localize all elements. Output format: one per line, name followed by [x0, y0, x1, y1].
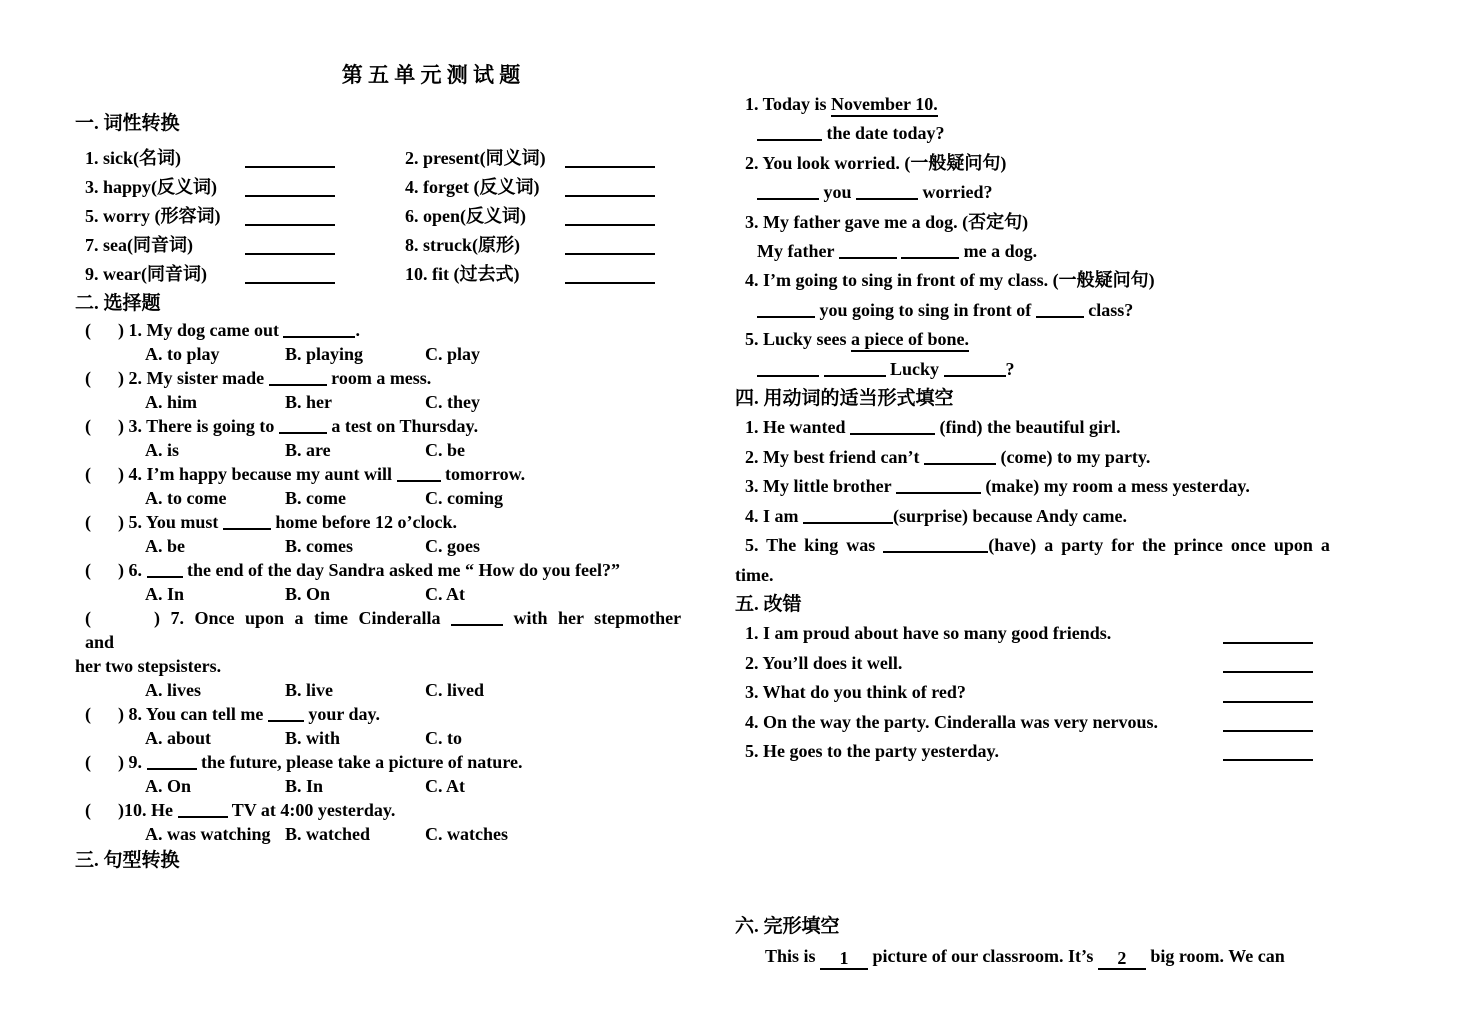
- answer-blank: [147, 754, 197, 770]
- section2-heading: 二. 选择题: [75, 293, 161, 314]
- answer-blank: [850, 419, 935, 435]
- answer-blank: [245, 181, 335, 197]
- answer-blank: [279, 418, 327, 434]
- wordform-item-2: [395, 144, 715, 173]
- transform-q4-answer: you going to sing in front of class?: [735, 296, 1441, 325]
- options-row: [75, 534, 715, 558]
- answer-blank: [924, 449, 996, 465]
- wordform-label: 6. open(反义词): [405, 206, 526, 226]
- options-row: [75, 822, 715, 846]
- correction-q3: 3. What do you think of red?: [735, 678, 1313, 707]
- option-a: A. lives: [145, 680, 201, 700]
- answer-bracket: ( )10.: [85, 800, 147, 820]
- answer-blank: [824, 361, 886, 377]
- right-column: [735, 90, 1441, 971]
- answer-bracket: ( ): [85, 416, 124, 436]
- question-stem-continued: her two stepsisters.: [75, 656, 222, 676]
- question-stem: ( ) 9. the future, please take a picture of nature.: [85, 752, 523, 772]
- page-title: 第 五 单 元 测 试 题: [341, 63, 521, 87]
- wordform-row: [75, 202, 715, 231]
- answer-bracket: ( ): [85, 752, 124, 772]
- option-b: B. come: [285, 488, 346, 508]
- question-stem: ( ) 6. the end of the day Sandra asked me “ How do you feel?”: [85, 560, 621, 580]
- correction-q5: 5. He goes to the party yesterday.: [735, 737, 1313, 766]
- option-b: B. watched: [285, 824, 370, 844]
- wordform-item-4: [395, 173, 715, 202]
- cloze-blank-1: 1: [820, 948, 868, 970]
- section6-heading: 六. 完形填空: [735, 916, 840, 938]
- option-a: A. about: [145, 728, 212, 748]
- option-a: A. is: [145, 440, 180, 460]
- transform-q3-answer: My father me a dog.: [757, 241, 1038, 262]
- answer-blank: [565, 239, 655, 255]
- wordform-label: 8. struck(原形): [405, 235, 520, 255]
- transform-q3-sentence: 3. My father gave me a dog. (否定句): [745, 211, 1029, 232]
- verbform-q2: 2. My best friend can’t (come) to my party.: [745, 446, 1151, 467]
- options-row: [75, 774, 715, 798]
- answer-blank: [565, 152, 655, 168]
- answer-blank: [839, 243, 897, 259]
- option-b: B. with: [285, 728, 341, 748]
- transform-q4-sentence: 4. I’m going to sing in front of my class. (一般疑问句): [745, 270, 1155, 291]
- answer-blank: [565, 181, 655, 197]
- section4-heading: 四. 用动词的适当形式填空: [735, 388, 954, 410]
- options-row: [75, 342, 715, 366]
- transform-q1-answer: the date today?: [735, 119, 1441, 148]
- option-a: A. was watching: [145, 824, 271, 844]
- correction-q2: 2. You’ll does it well.: [735, 649, 1313, 678]
- option-c: C. At: [425, 584, 465, 604]
- options-row: [75, 678, 715, 702]
- answer-blank: [1223, 657, 1313, 673]
- answer-blank: [268, 706, 304, 722]
- section5-heading: 五. 改错: [735, 593, 802, 615]
- correction-q1: 1. I am proud about have so many good friends.: [735, 619, 1313, 648]
- answer-bracket: ( ): [85, 320, 124, 340]
- question-stem: ( )10. He TV at 4:00 yesterday.: [85, 800, 396, 820]
- option-b: B. are: [285, 440, 331, 460]
- transform-q2-sentence: 2. You look worried. (一般疑问句): [745, 152, 1007, 173]
- options-row: [75, 486, 715, 510]
- answer-blank: [757, 361, 819, 377]
- wordform-row: [75, 144, 715, 173]
- wordform-label: 3. happy(反义词): [85, 177, 218, 197]
- transform-q5-answer: Lucky ?: [735, 355, 1441, 384]
- correction-q4: 4. On the way the party. Cinderalla was very nervous.: [735, 708, 1313, 737]
- mc-question-9: [75, 750, 715, 798]
- wordform-row: [75, 173, 715, 202]
- cloze-line: This is 1 picture of our classroom. It’s 2 big room. We can: [765, 945, 1285, 968]
- answer-blank: [1223, 628, 1313, 644]
- option-c: C. lived: [425, 680, 485, 700]
- option-c: C. they: [425, 392, 480, 412]
- question-stem: ( ) 2. My sister made room a mess.: [85, 368, 432, 388]
- option-b: B. comes: [285, 536, 353, 556]
- wordform-item-6: [395, 202, 715, 231]
- question-stem: ( ) 3. There is going to a test on Thursday.: [85, 416, 479, 436]
- mc-question-2: [75, 366, 715, 414]
- answer-blank: [565, 210, 655, 226]
- option-c: C. play: [425, 344, 481, 364]
- answer-blank: [147, 562, 183, 578]
- mc-question-8: [75, 702, 715, 750]
- wordform-item-5: [75, 202, 395, 231]
- verbform-q5: 5. The king was (have) a party for the prince once upon a: [745, 535, 1330, 556]
- wordform-list: [75, 144, 715, 289]
- wordform-label: 2. present(同义词): [405, 148, 546, 168]
- answer-blank: [397, 466, 441, 482]
- wordform-item-8: [395, 231, 715, 260]
- answer-blank: [757, 184, 819, 200]
- transform-q1-sentence: 1. Today is November 10.: [735, 90, 1441, 119]
- wordform-item-7: [75, 231, 395, 260]
- wordform-label: 4. forget (反义词): [405, 177, 540, 197]
- answer-bracket: ( ): [85, 512, 124, 532]
- options-row: [75, 726, 715, 750]
- option-c: C. goes: [425, 536, 480, 556]
- transform-q2-answer: you worried?: [735, 178, 1441, 207]
- question-stem: ( ) 5. You must home before 12 o’clock.: [85, 512, 457, 532]
- transform-q5-sentence: 5. Lucky sees a piece of bone.: [735, 325, 1441, 354]
- answer-blank: [901, 243, 959, 259]
- answer-blank: [883, 537, 988, 553]
- answer-blank: [223, 514, 271, 530]
- answer-blank: [178, 802, 228, 818]
- wordform-label: 5. worry (形容词): [85, 206, 221, 226]
- answer-blank: [245, 268, 335, 284]
- mc-question-6: [75, 558, 715, 606]
- answer-blank: [803, 508, 893, 524]
- section1-heading: 一. 词性转换: [75, 113, 180, 134]
- answer-blank: [245, 239, 335, 255]
- wordform-item-9: [75, 260, 395, 289]
- options-row: [75, 390, 715, 414]
- options-row: [75, 582, 715, 606]
- option-c: C. coming: [425, 488, 503, 508]
- wordform-row: [75, 260, 715, 289]
- verbform-q4: 4. I am (surprise) because Andy came.: [745, 505, 1127, 526]
- options-row: [75, 438, 715, 462]
- wordform-item-10: [395, 260, 715, 289]
- option-a: A. to come: [145, 488, 227, 508]
- section3-heading: 三. 句型转换: [75, 850, 180, 871]
- option-b: B. live: [285, 680, 333, 700]
- option-a: A. On: [145, 776, 192, 796]
- answer-blank: [1036, 302, 1084, 318]
- answer-blank: [944, 361, 1006, 377]
- mc-question-10: [75, 798, 715, 846]
- answer-blank: [269, 370, 327, 386]
- answer-blank: [896, 478, 981, 494]
- answer-bracket: ( ): [85, 704, 124, 724]
- answer-blank: [245, 152, 335, 168]
- option-b: B. On: [285, 584, 331, 604]
- question-stem: ( ) 1. My dog came out .: [85, 320, 360, 340]
- mc-question-4: [75, 462, 715, 510]
- answer-blank: [1223, 687, 1313, 703]
- verbform-q1: 1. He wanted (find) the beautiful girl.: [745, 417, 1121, 438]
- mc-question-1: [75, 318, 715, 366]
- answer-bracket: ( ): [85, 464, 124, 484]
- option-a: A. In: [145, 584, 185, 604]
- verbform-q5-continued: time.: [735, 564, 774, 585]
- left-column: [75, 63, 715, 875]
- cloze-blank-2: 2: [1098, 948, 1146, 970]
- answer-blank: [1223, 745, 1313, 761]
- mc-question-7: [75, 606, 715, 702]
- wordform-label: 9. wear(同音词): [85, 264, 207, 284]
- answer-blank: [451, 610, 503, 626]
- answer-bracket: ( ): [85, 368, 124, 388]
- wordform-label: 1. sick(名词): [85, 148, 181, 168]
- option-a: A. to play: [145, 344, 220, 364]
- answer-blank: [1223, 716, 1313, 732]
- option-a: A. him: [145, 392, 198, 412]
- option-c: C. to: [425, 728, 462, 748]
- verbform-q3: 3. My little brother (make) my room a mess yesterday.: [745, 476, 1250, 497]
- option-b: B. playing: [285, 344, 364, 364]
- underlined-phrase: November 10.: [831, 94, 938, 117]
- answer-bracket: ( ): [85, 608, 160, 628]
- question-stem: ( ) 4. I’m happy because my aunt will tomorrow.: [85, 464, 526, 484]
- answer-blank: [565, 268, 655, 284]
- option-b: B. In: [285, 776, 324, 796]
- answer-blank: [283, 322, 355, 338]
- answer-blank: [757, 125, 822, 141]
- underlined-phrase: a piece of bone.: [851, 329, 969, 352]
- mc-question-3: [75, 414, 715, 462]
- answer-blank: [856, 184, 918, 200]
- wordform-item-1: [75, 144, 395, 173]
- option-c: C. be: [425, 440, 465, 460]
- option-b: B. her: [285, 392, 332, 412]
- wordform-row: [75, 231, 715, 260]
- wordform-label: 10. fit (过去式): [405, 264, 520, 284]
- answer-bracket: ( ): [85, 560, 124, 580]
- option-c: C. At: [425, 776, 465, 796]
- answer-blank: [757, 302, 815, 318]
- mc-question-5: [75, 510, 715, 558]
- wordform-item-3: [75, 173, 395, 202]
- question-stem: ( ) 7. Once upon a time Cinderalla with her stepmother and: [85, 608, 681, 652]
- answer-blank: [245, 210, 335, 226]
- option-a: A. be: [145, 536, 185, 556]
- wordform-label: 7. sea(同音词): [85, 235, 193, 255]
- option-c: C. watches: [425, 824, 508, 844]
- question-stem: ( ) 8. You can tell me your day.: [85, 704, 381, 724]
